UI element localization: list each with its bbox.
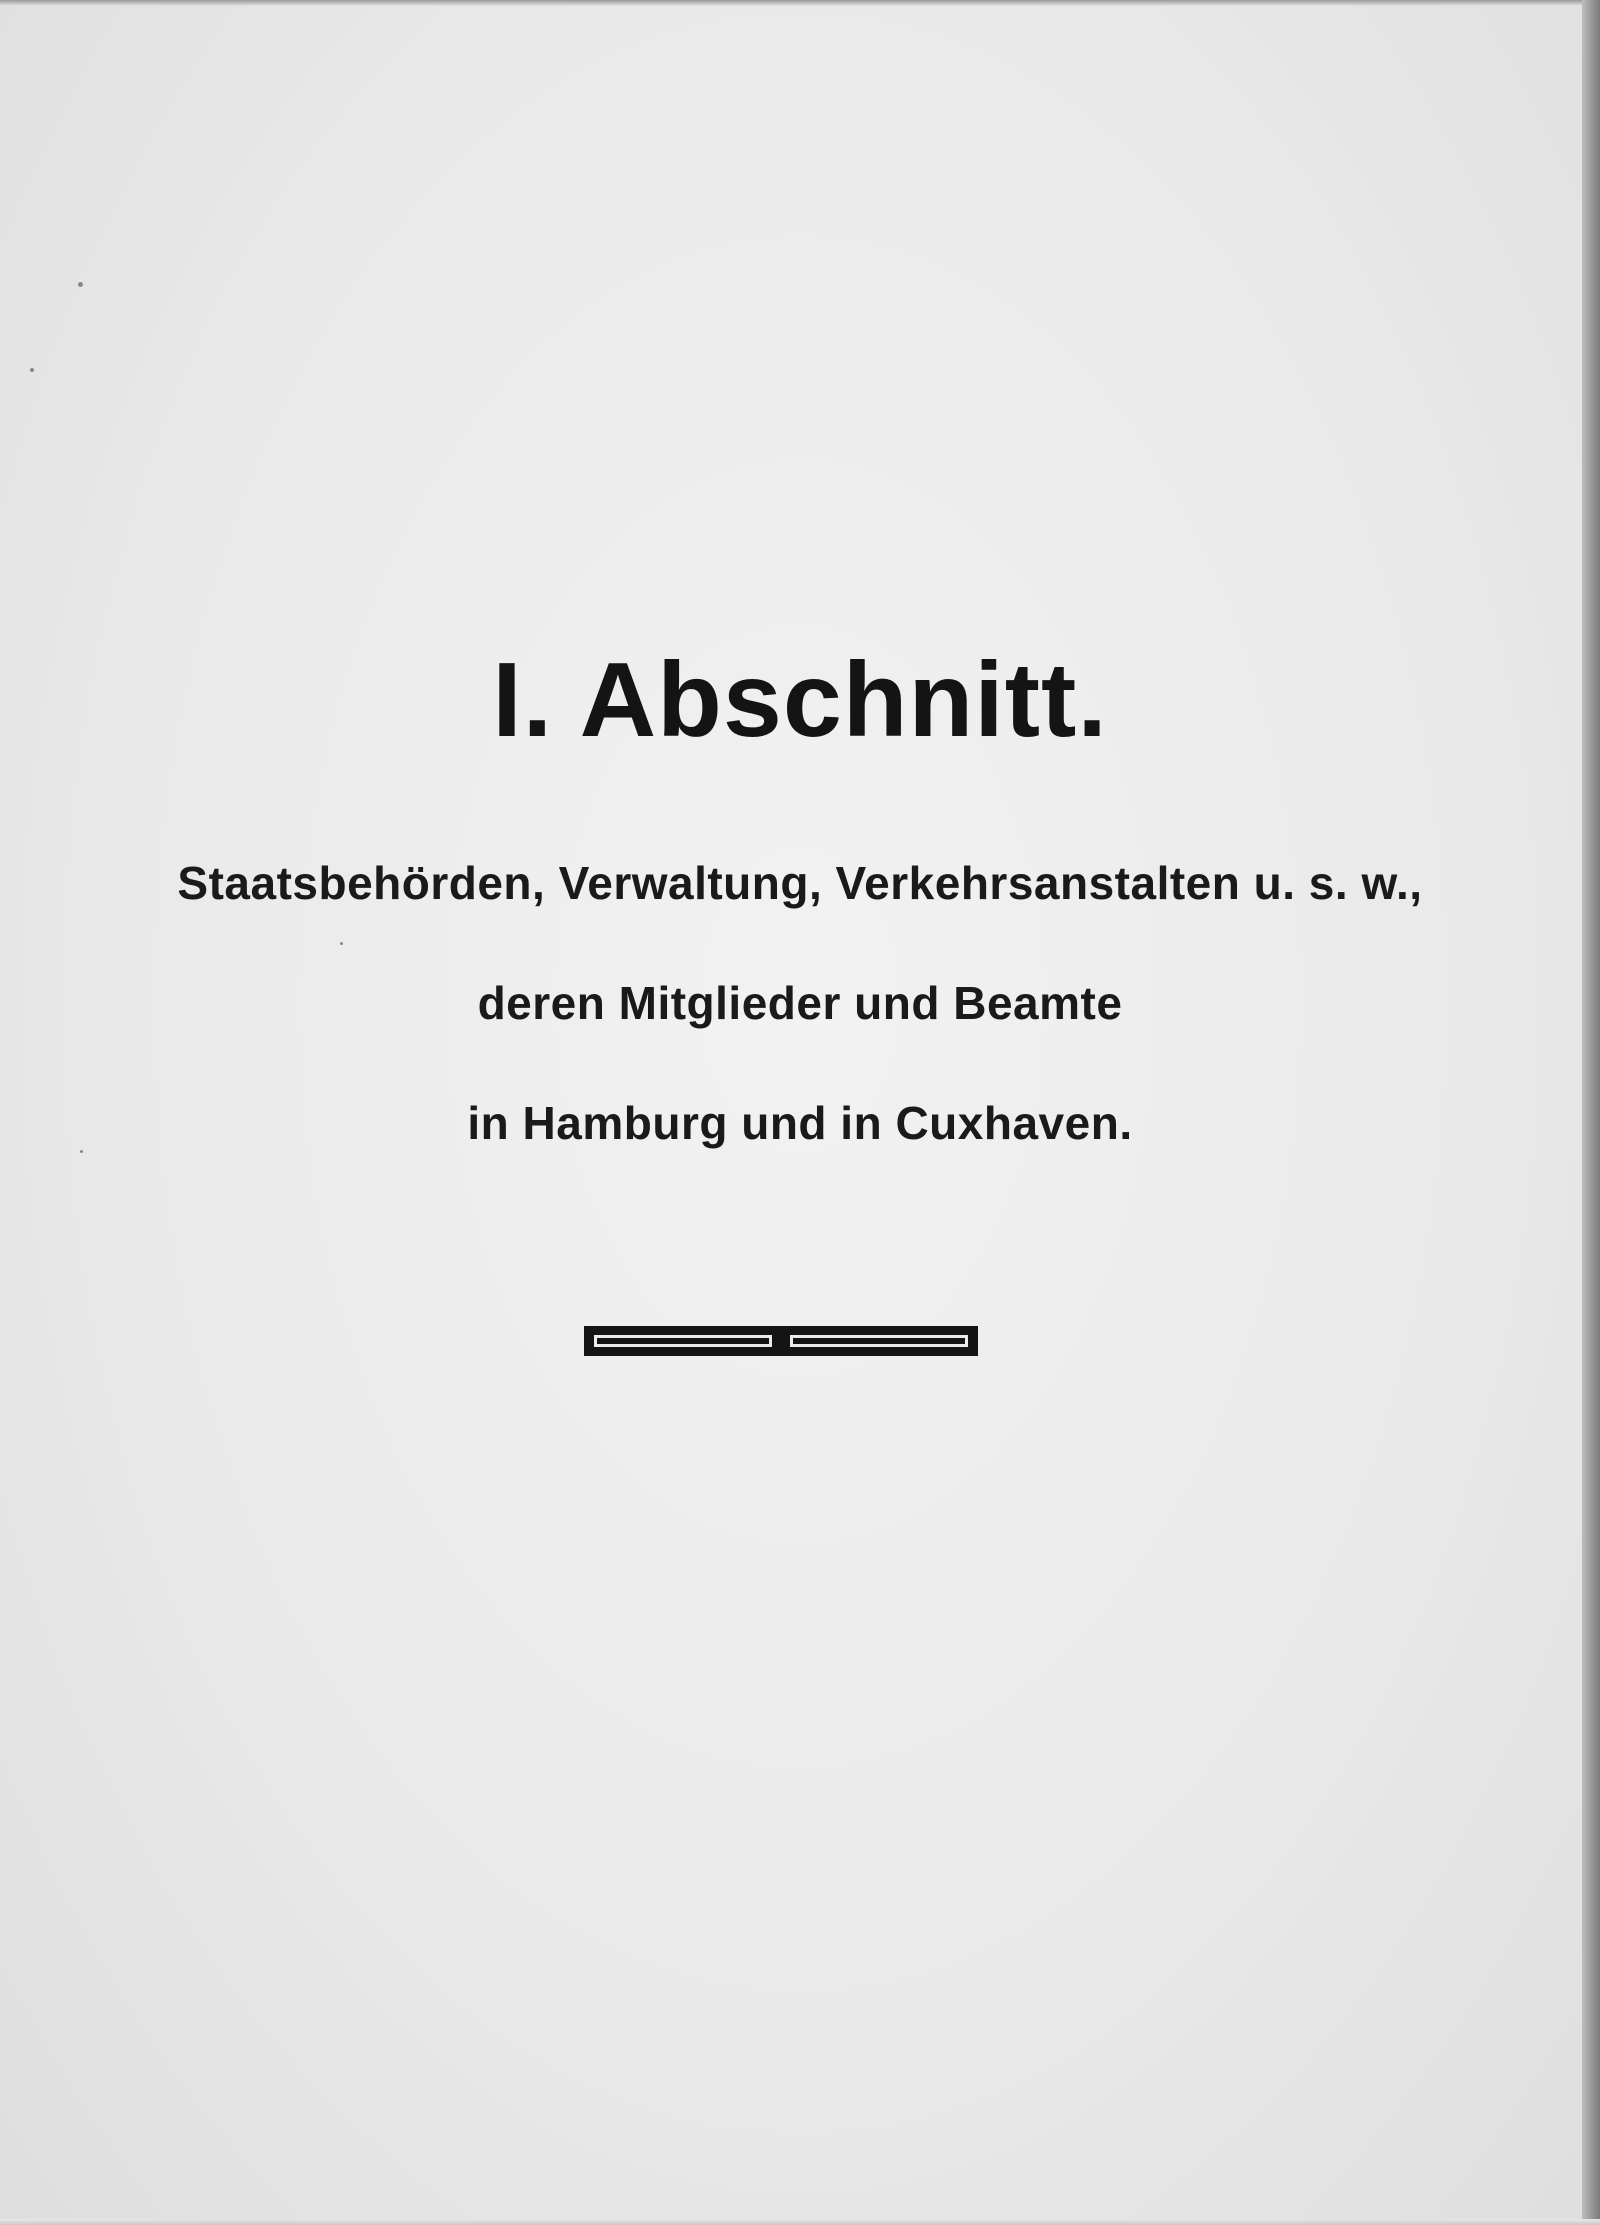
section-title: I. Abschnitt. xyxy=(492,641,1108,759)
subtitle-line-1: Staatsbehörden, Verwaltung, Verkehrsanstalten u. s. w., xyxy=(177,857,1423,909)
scan-edge-top xyxy=(0,0,1600,6)
decorative-rule-ornament xyxy=(584,1326,978,1356)
paper-speck xyxy=(78,282,83,287)
paper-speck xyxy=(30,368,34,372)
subtitle-line-3: in Hamburg und in Cuxhaven. xyxy=(467,1097,1133,1149)
scan-edge-bottom xyxy=(0,2219,1600,2225)
paper-speck xyxy=(340,942,343,945)
subtitle-line-2: deren Mitglieder und Beamte xyxy=(477,977,1123,1029)
